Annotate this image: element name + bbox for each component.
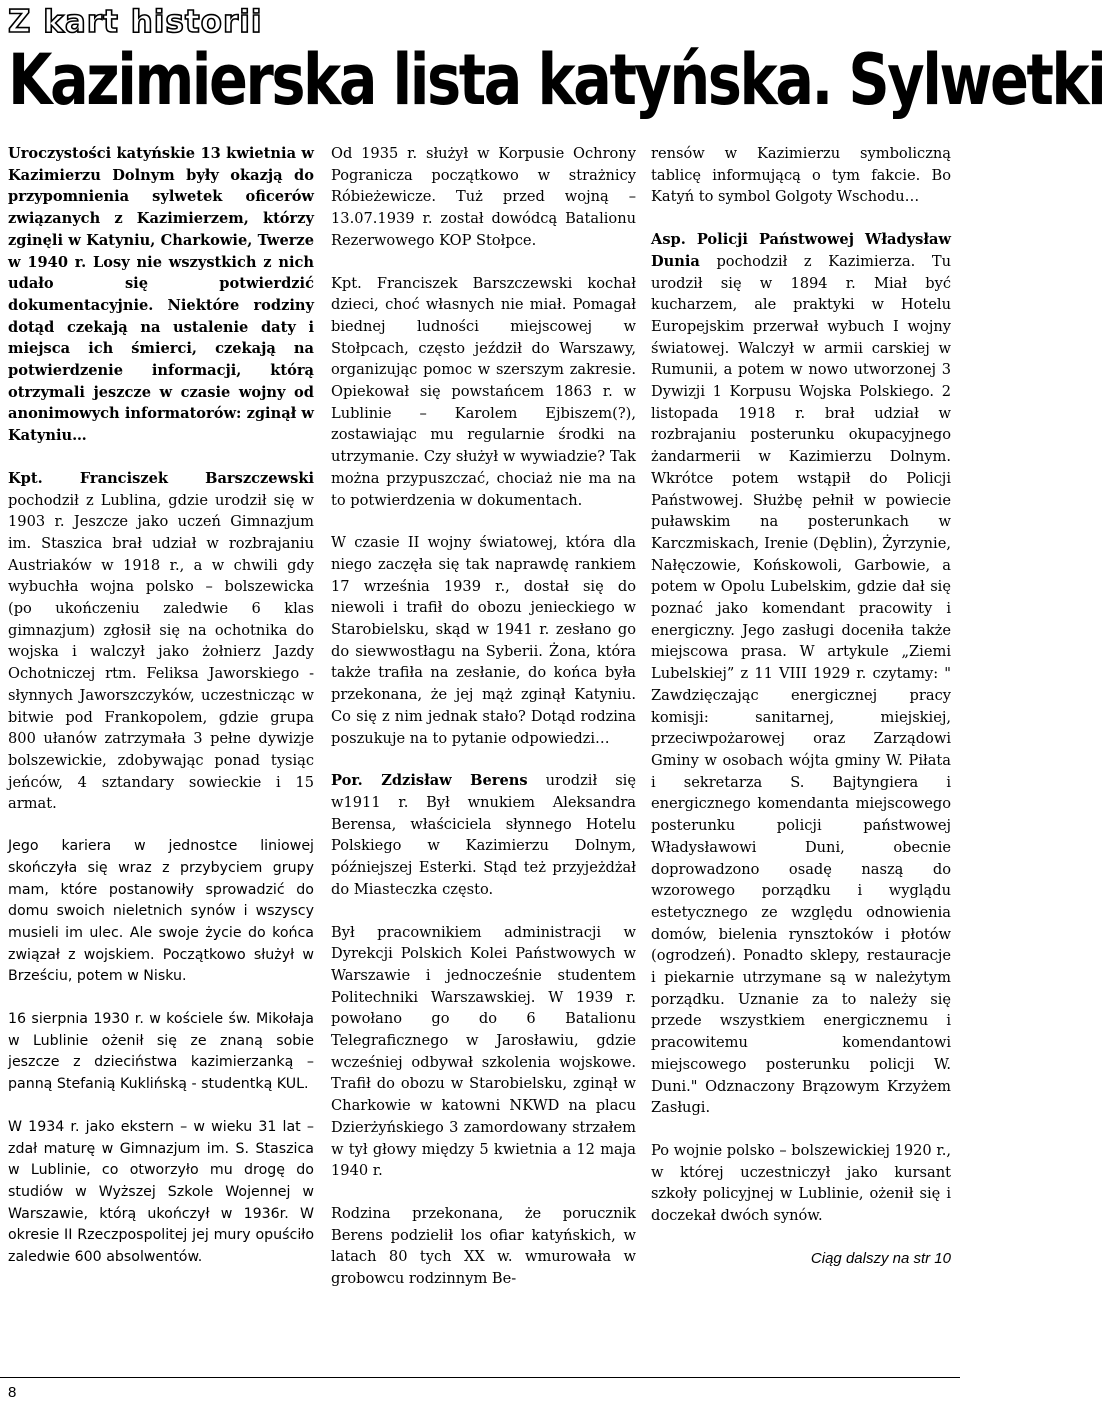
paragraph: Po wojnie polsko – bolszewickiej 1920 r., w której uczestniczył jako kursant szkoły policyjnej w Lublinie, ożenił się i doczekał dwóch synów. xyxy=(651,1141,951,1225)
paragraph-text: urodził się w1911 r. Był wnukiem Aleksandra Berensa, właściciela słynnego Hotelu Polskiego w Kazimierzu Dolnym, późniejszej Esterki. Stąd też przyjeżdżał do Miasteczka często. xyxy=(331,772,636,898)
paragraph-text: pochodził z Lublina, gdzie urodził się w 1903 r. Jeszcze jako uczeń Gimnazjum im. Staszica brał udział w rozbrajaniu Austriaków w 1918 r., a w chwili gdy wybuchła wojna polsko – bolszewicka (po ukończeniu zaledwie 6 klas gimnazjum) zgłosił się na ochotnika do wojska i walczył jako żołnierz Jazdy Ochotniczej rtm. Feliksa Jaworskiego - słynnych Jaworszczyków, uczestnicząc w bitwie pod Frankopolem, gdzie grupa 800 ułanów zatrzymała 3 pełne dywizje bolszewickie, zdobywając ponad tysiąc jeńców, 4 sztandary sowieckie i 15 armat. xyxy=(8,491,314,813)
bio-berens-intro xyxy=(331,770,636,900)
person-name-barszczewski: Kpt. Franciszek Barszczewski xyxy=(8,469,314,487)
paragraph: Był pracownikiem administracji w Dyrekcji Polskich Kolei Państwowych w Warszawie i jednocześnie studentem Politechniki Warszawskiej. W 1939 r. powołano go do 6 Batalionu Telegraficznego w Jarosławiu, gdzie wcześniej odbywał szkolenia wojskowe. Trafił do obozu w Starobielsku, zginął w Charkowie w katowni NKWD na placu Dzierżyńskiego 3 zamordowany strzałem w tył głowy między 5 kwietnia a 12 maja 1940 r. xyxy=(331,923,636,1180)
bio-barszczewski-intro xyxy=(8,468,314,815)
article-column-1 xyxy=(8,143,314,1269)
article-lead: Uroczystości katyńskie 13 kwietnia w Kazimierzu Dolnym były okazją do przypomnienia sylwetek oficerów związanych z Kazimierzem, którzy zginęli w Katyniu, Charkowie, Twerze w 1940 r. Losy nie wszystkich z nich udało się potwierdzić dokumentacyjnie. Niektóre rodziny dotąd czekają na ustalenie daty i miejsca ich śmierci, czekają na potwierdzenie informacji, którą otrzymali jeszcze w czasie wojny od anonimowych informatorów: zginął w Katyniu… xyxy=(8,145,314,445)
section-kicker: Z kart historii xyxy=(8,4,263,40)
page-number: 8 xyxy=(8,1384,17,1401)
paragraph: W czasie II wojny światowej, która dla niego zaczęła się tak naprawdę rankiem 17 września 1939 r., dostał się do niewoli i trafił do obozu jenieckiego w Starobielsku, skąd w 1941 r. zesłano go do siewwostłagu na Syberii. Żona, która także trafiła na zesłanie, do końca była przekonana, że jej mąż zginął Katyniu. Co się z nim jednak stało? Dotąd rodzina poszukuje na to pytanie odpowiedzi… xyxy=(331,534,636,747)
paragraph: W 1934 r. jako ekstern – w wieku 31 lat – zdał maturę w Gimnazjum im. S. Staszica w Lublinie, co otworzyło mu drogę do studiów w Wyższej Szkole Wojennej w Warszawie, którą ukończył w 1936r. W okresie II Rzeczpospolitej jej mury opuściło zaledwie 600 absolwentów. xyxy=(8,1118,314,1266)
paragraph-text: pochodził z Kazimierza. Tu urodził się w 1894 r. Miał być kucharzem, ale praktyki w Hotelu Europejskim przerwał wybuch I wojny światowej. Walczył w armii carskiej w Rumunii, a potem w nowo utworzonej 3 Dywizji 1 Korpusu Wojska Polskiego. 2 listopada 1918 r. brał udział w rozbrajaniu posterunku okupacyjnego żandarmerii w Kazimierzu Dolnym. Wkrótce potem wstąpił do Policji Państwowej. Służbę pełnił w powiecie puławskim na posterunkach w Karczmiskach, Irenie (Dęblin), Żyrzynie, Nałęczowie, Końskowoli, Garbowie, a potem w Opolu Lubelskim, gdzie dał się poznać jako komendant pracowity i energiczny. Jego zasługi doceniła także miejscowa prasa. W artykule „Ziemi Lubelskiej” z 11 VIII 1929 r. czytamy: " Zawdzięczając energicznej pracy komisji: sanitarnej, miejskiej, przeciwpożarowej oraz Zarządowi Gminy w osobach wójta gminy W. Piłata i sekretarza S. Bajtyngiera i energicznego komendanta miejscowego posterunku policji państwowej Władysławowi Duni, obecnie doprowadzono osadę naszą do wzorowego porządku i wyglądu estetycznego ze względu odnowienia domów, bielenia rynsztoków i płotów (ogrodzeń). Ponadto sklepy, restauracje i piekarnie utrzymane są w należytym porządku. Uznanie za to należy się przede wszystkiem energicznemu i pracowitemu komendantowi miejscowego posterunku policji W. Duni." Odznaczony Brązowym Krzyżem Zasługi. xyxy=(651,252,951,1117)
person-name-dunia: Asp. Policji Państwowej Władysław Dunia xyxy=(651,231,951,270)
paragraph: 16 sierpnia 1930 r. w kościele św. Mikołaja w Lublinie ożenił się ze znaną sobie jeszcze z dzieciństwa kazimierzanką – panną Stefanią Kuklińską - studentką KUL. xyxy=(8,1011,314,1093)
paragraph: Jego kariera w jednostce liniowej skończyła się wraz z przybyciem grupy mam, które postanowiły sprowadzić do domu swoich nieletnich synów i wszyscy musieli im ulec. Ale swoje życie do końca związał z wojskiem. Początkowo służył w Brześciu, potem w Nisku. xyxy=(8,838,314,985)
article-title: Kazimierska lista katyńska. Sylwetki xyxy=(8,39,1104,121)
paragraph: Od 1935 r. służył w Korpusie Ochrony Pogranicza początkowo w strażnicy Róbieżewicze. Tuż przed wojną – 13.07.1939 r. został dowódcą Batalionu Rezerwowego KOP Stołpce. xyxy=(331,145,636,249)
continued-note: Ciąg dalszy na str 10 xyxy=(810,1249,951,1267)
footer-rule xyxy=(0,1377,960,1378)
paragraph: rensów w Kazimierzu symboliczną tablicę informującą o tym fakcie. Bo Katyń to symbol Golgoty Wschodu… xyxy=(651,145,951,206)
paragraph: Rodzina przekonana, że porucznik Berens podzielił los ofiar katyńskich, w latach 80 tych XX w. wmurowała w grobowcu rodzinnym Be- xyxy=(331,1204,636,1288)
person-name-berens: Por. Zdzisław Berens xyxy=(331,772,528,790)
article-column-2 xyxy=(331,143,636,1290)
article-column-3 xyxy=(651,143,951,1269)
paragraph: Kpt. Franciszek Barszczewski kochał dzieci, choć własnych nie miał. Pomagał biednej ludności miejscowej w Stołpcach, często jeździł do Warszawy, organizując pomoc w szerszym zakresie. Opiekował się powstańcem 1863 r. w Lublinie – Karolem Ejbiszem(?), zostawiając mu regularnie środki na utrzymanie. Czy służył w wywiadzie? Tak można przypuszczać, chociaż nie ma na to potwierdzenia w dokumentach. xyxy=(331,274,636,509)
bio-dunia-intro xyxy=(651,229,951,1119)
